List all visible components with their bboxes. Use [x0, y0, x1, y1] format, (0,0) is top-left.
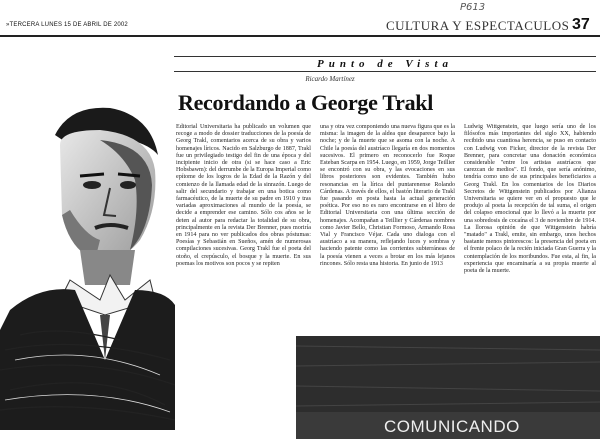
article-column-1: Editorial Universitaria ha publicado un volumen que recoge a modo de dossier traducciones de la poesía de Georg Trakl, comentarios acerca de su obra y varios homenajes líricos. Nacido en Salzburgo de 1887, Trakl fue un privilegiado testigo del fin de una época y del incipiente inicio de otra (si se hace caso a Eric Hobsbawm): del derrumbe de la Europa Imperial como epítome de los logros de la Edad de la Razón y del comienzo de la llamada edad de la sinrazón. Luego de salir del secundario y trabajar en una botica como farmacéutico, de la muerte de su padre en 1910 y tras variadas aproximaciones al mundo de la poesía, se decide a emprender ese camino. Sólo cos años se le deten al autor para redactar la totalidad de su obra, principalmente en la revista Der Brenner, pues moriría en 1914 para no ver publicados dos obras póstumas: Poesías y Sebastián en Sueños, amén de numerosas compilaciones sucesivas. Georg Trakl fue el poeta del otoño, el crepúsculo, el bosque y la muerte. En sus poemas los motivos son pocos y se repiten — [176, 124, 311, 267]
author-byline: Ricardo Martínez — [305, 75, 355, 83]
page-number: 37 — [572, 16, 590, 33]
article-headline: Recordando a George Trakl — [178, 90, 434, 115]
article-column-2: una y otra vez componiendo una nueva figura que es la misma: la imagen de la aldea que desaparece bajo la noche; y de la muerte que se asoma con la noche. A Chile la poesía del austríaco llegaría en dos momentos sucesivos. El primero en reconocerlo fue Roque Esteban Scarpa en 1954. Luego, en 1959, Jorge Teillier se encontró con su obra, y las evocaciones en sus libros posteriores son evidentes. También hubo resonancias en la lírica del puntarenense Rolando Cárdenas. A través de ellos, el bastón literario de Trakl fue pasando en posta hasta la actual generación poética. Por eso no es raro encontrarse en el libro de Editorial Universitaria con una última sección de homenajes. Acompañan a Teillier y Cárdenas nombres como Javier Bello, Christian Formoso, Armando Rosa Vial y Francisco Véjar. Cada uno dialoga con el austríaco a su manera, reflejando luces y sombras y haciendo patente como las corrientes subterráneas de la poesía vienen a veces a brotar en los más lejanos rincones. Sólo resta una historia. En junio de 1913 — [320, 124, 455, 267]
column-banner: Punto de Vista — [174, 56, 596, 72]
advertisement-banner — [296, 336, 600, 439]
newspaper-dateline: »TERCERA LUNES 15 DE ABRIL DE 2002 — [6, 22, 128, 28]
advertisement-text: COMUNICANDO — [384, 417, 520, 436]
article-column-3: Ludwig Wittgenstein, que luego sería uno de los filósofos más importantes del siglo XX, habiendo recibido una cuantiosa herencia, se puso en contacto con Ludwig von Ficker, director de la revista Der Brenner, para concretar una donación económica considerable "entre los artistas austríacos que carezcan de medios". El fondo, que sería anónimo, tendría como uno de sus principales beneficiarios a Georg Trakl. En los comentarios de los Diarios Secretos de Wittgenstein publicados por Alianza Universitaria se quiere ver en el propuesto que le produjo al poeta la recepción de tal suma, el origen del colapso emocional que lo llevó a la muerte por una sobredosis de cocaína el 3 de noviembre de 1914. La llorosa opinión de que Wittgenstein habría "matado" a Trakl, emite, sin embargo, unos hechos bastante menos pintorescos: la presencia del poeta en el frente polaco de la recién iniciada Gran Guerra y la contemplación de los moribundos. Fue esta, al fin, la experiencia que encaminaría a su propia muerte al poeta de la muerte. — [464, 124, 596, 275]
section-title: CULTURA Y ESPECTACULOS — [386, 18, 570, 33]
portrait-illustration — [0, 100, 175, 430]
handwritten-note: P613 — [460, 2, 486, 13]
header-rule — [0, 35, 600, 37]
